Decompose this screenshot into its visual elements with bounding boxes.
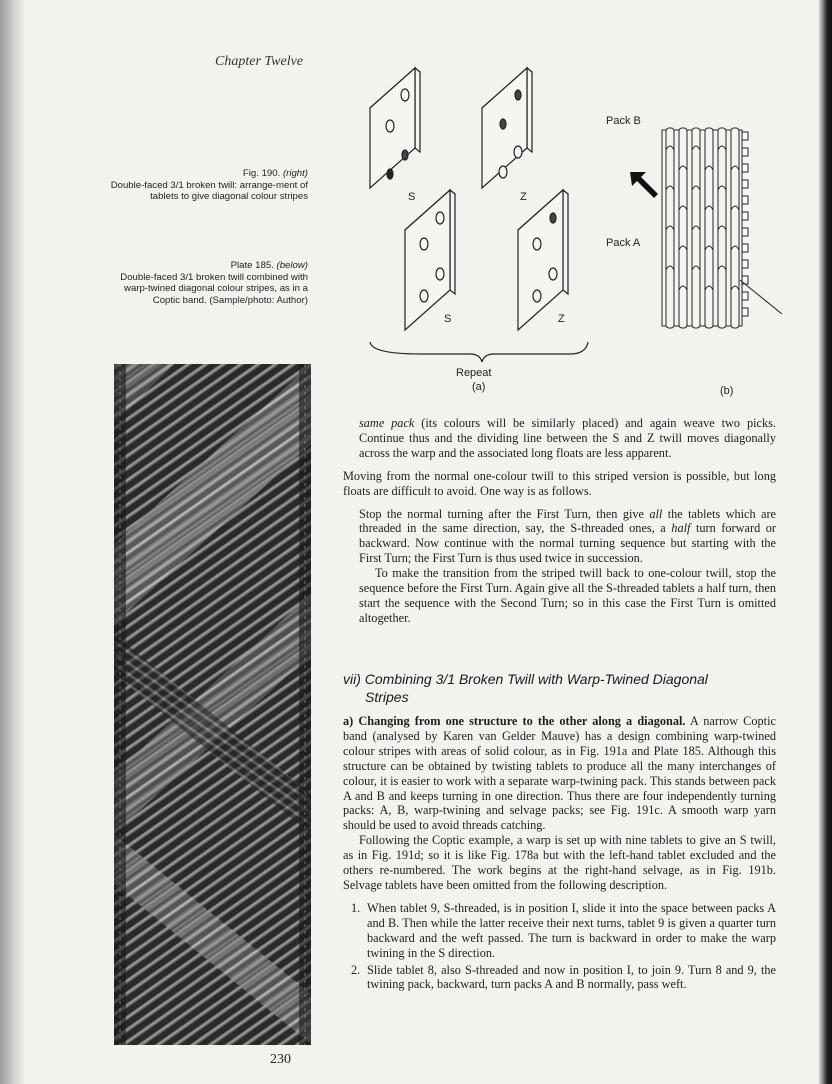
woven-structure-diagram <box>662 128 782 328</box>
tablet-z-bottom <box>518 190 568 330</box>
pack-b-label: Pack B <box>606 115 641 127</box>
tablet-s-top <box>370 68 420 188</box>
running-head: Chapter Twelve <box>215 54 304 69</box>
part-b-label: (b) <box>720 385 734 397</box>
body-text-section <box>343 714 776 994</box>
woven-band-photo <box>114 364 311 1045</box>
page-edge-shadow <box>818 0 832 1084</box>
tablet-label: Z <box>520 191 527 203</box>
paragraph: Moving from the normal one-colour twill to this striped version is possible, but long floats are difficult to avoid. One way is as follows. <box>343 468 776 498</box>
page-number: 230 <box>270 1052 291 1067</box>
tablet-label: Z <box>558 313 565 325</box>
caption-text: Double-faced 3/1 broken twill combined with warp-twined diagonal colour stripes, as in a Coptic band. (Sample/photo: Author) <box>120 271 308 306</box>
tablet-s-bottom <box>405 190 455 330</box>
figure-190-caption <box>100 168 308 203</box>
caption-position: (below) <box>276 260 308 271</box>
figure-190-diagram <box>340 60 790 410</box>
section-heading: vii) Combining 3/1 Broken Twill with Warp-Twined Diagonal Stripes <box>343 671 708 705</box>
repeat-label: Repeat <box>456 367 492 379</box>
body-text-top <box>343 416 776 626</box>
part-a-label: (a) <box>472 381 486 393</box>
paragraph: To make the transition from the striped twill back to one-colour twill, stop the sequence before the First Turn. Again give all the S-threaded tablets a half turn, then start the sequence with the Second Turn; so in this case the First Turn is omitted altogether. <box>359 566 776 625</box>
list-item: 2. Slide tablet 8, also S-threaded and now in position I, to join 9. Turn 8 and 9, the twining pack, backward, turn packs A and B normally, pass weft. <box>351 962 776 992</box>
subsection-lead: a) Changing from one structure to the other along a diagonal. <box>343 714 686 728</box>
paragraph: Stop the normal turning after the First Turn, then give all the tablets which are threaded in the same direction, say, the S-threaded ones, a half turn forward or backward. Now continue with the normal turning sequence but starting with the First Turn; the First Turn is thus used twice in succession. <box>359 506 776 566</box>
caption-label: Fig. 190. <box>242 168 281 179</box>
page-gutter-shadow <box>0 0 26 1084</box>
tablet-label: S <box>408 191 416 203</box>
pack-a-label: Pack A <box>606 237 641 249</box>
paragraph: Following the Coptic example, a warp is set up with nine tablets to give an S twill, as in Fig. 191d; so it is like Fig. 178a but with the left-hand tablet excluded and the others re-numbered. The work begins at the right-hand selvage, as in Fig. 191b. Selvage tablets have been omitted from the following description. <box>343 833 776 892</box>
repeat-brace <box>370 342 588 362</box>
caption-position: (right) <box>282 168 308 179</box>
caption-label: Plate 185. <box>230 260 274 271</box>
tablet-z-top <box>482 68 532 188</box>
arrow-icon <box>630 172 658 198</box>
numbered-steps <box>343 901 776 992</box>
caption-text: Double-faced 3/1 broken twill: arrange-ment of tablets to give diagonal colour stripes <box>110 179 308 202</box>
list-item: 1. When tablet 9, S-threaded, is in position I, slide it into the space between packs A and B. Then while the latter receive their next turns, tablet 9 is given a quarter turn backward and the weft passed. The turn is backward in order to make the warp twining in the S direction. <box>351 900 776 960</box>
emphasis: same pack <box>359 416 415 430</box>
paragraph: a) Changing from one structure to the other along a diagonal. A narrow Coptic band (analysed by Karen van Gelder Mauve) has a design combining warp-twined colour stripes with areas of solid colour, as in Fig. 191a and Plate 185. Although this structure can be obtained by twisting tablets to produce all the many interchanges of colour, it is easier to work with a separate warp-twining pack. This stands between pack A and B and keeps turning in one direction. Thus there are four independently turning packs: A, B, warp-twining and selvage packs; see Fig. 191c. A smooth warp yarn should be used to avoid threads catching. <box>343 714 776 833</box>
plate-185-caption <box>100 260 308 306</box>
paragraph: same pack (its colours will be similarly placed) and again weave two picks. Continue thus and the dividing line between the S and Z twill moves diagonally across the warp and the associated long floats are less apparent. <box>359 416 777 460</box>
tablet-label: S <box>444 313 452 325</box>
